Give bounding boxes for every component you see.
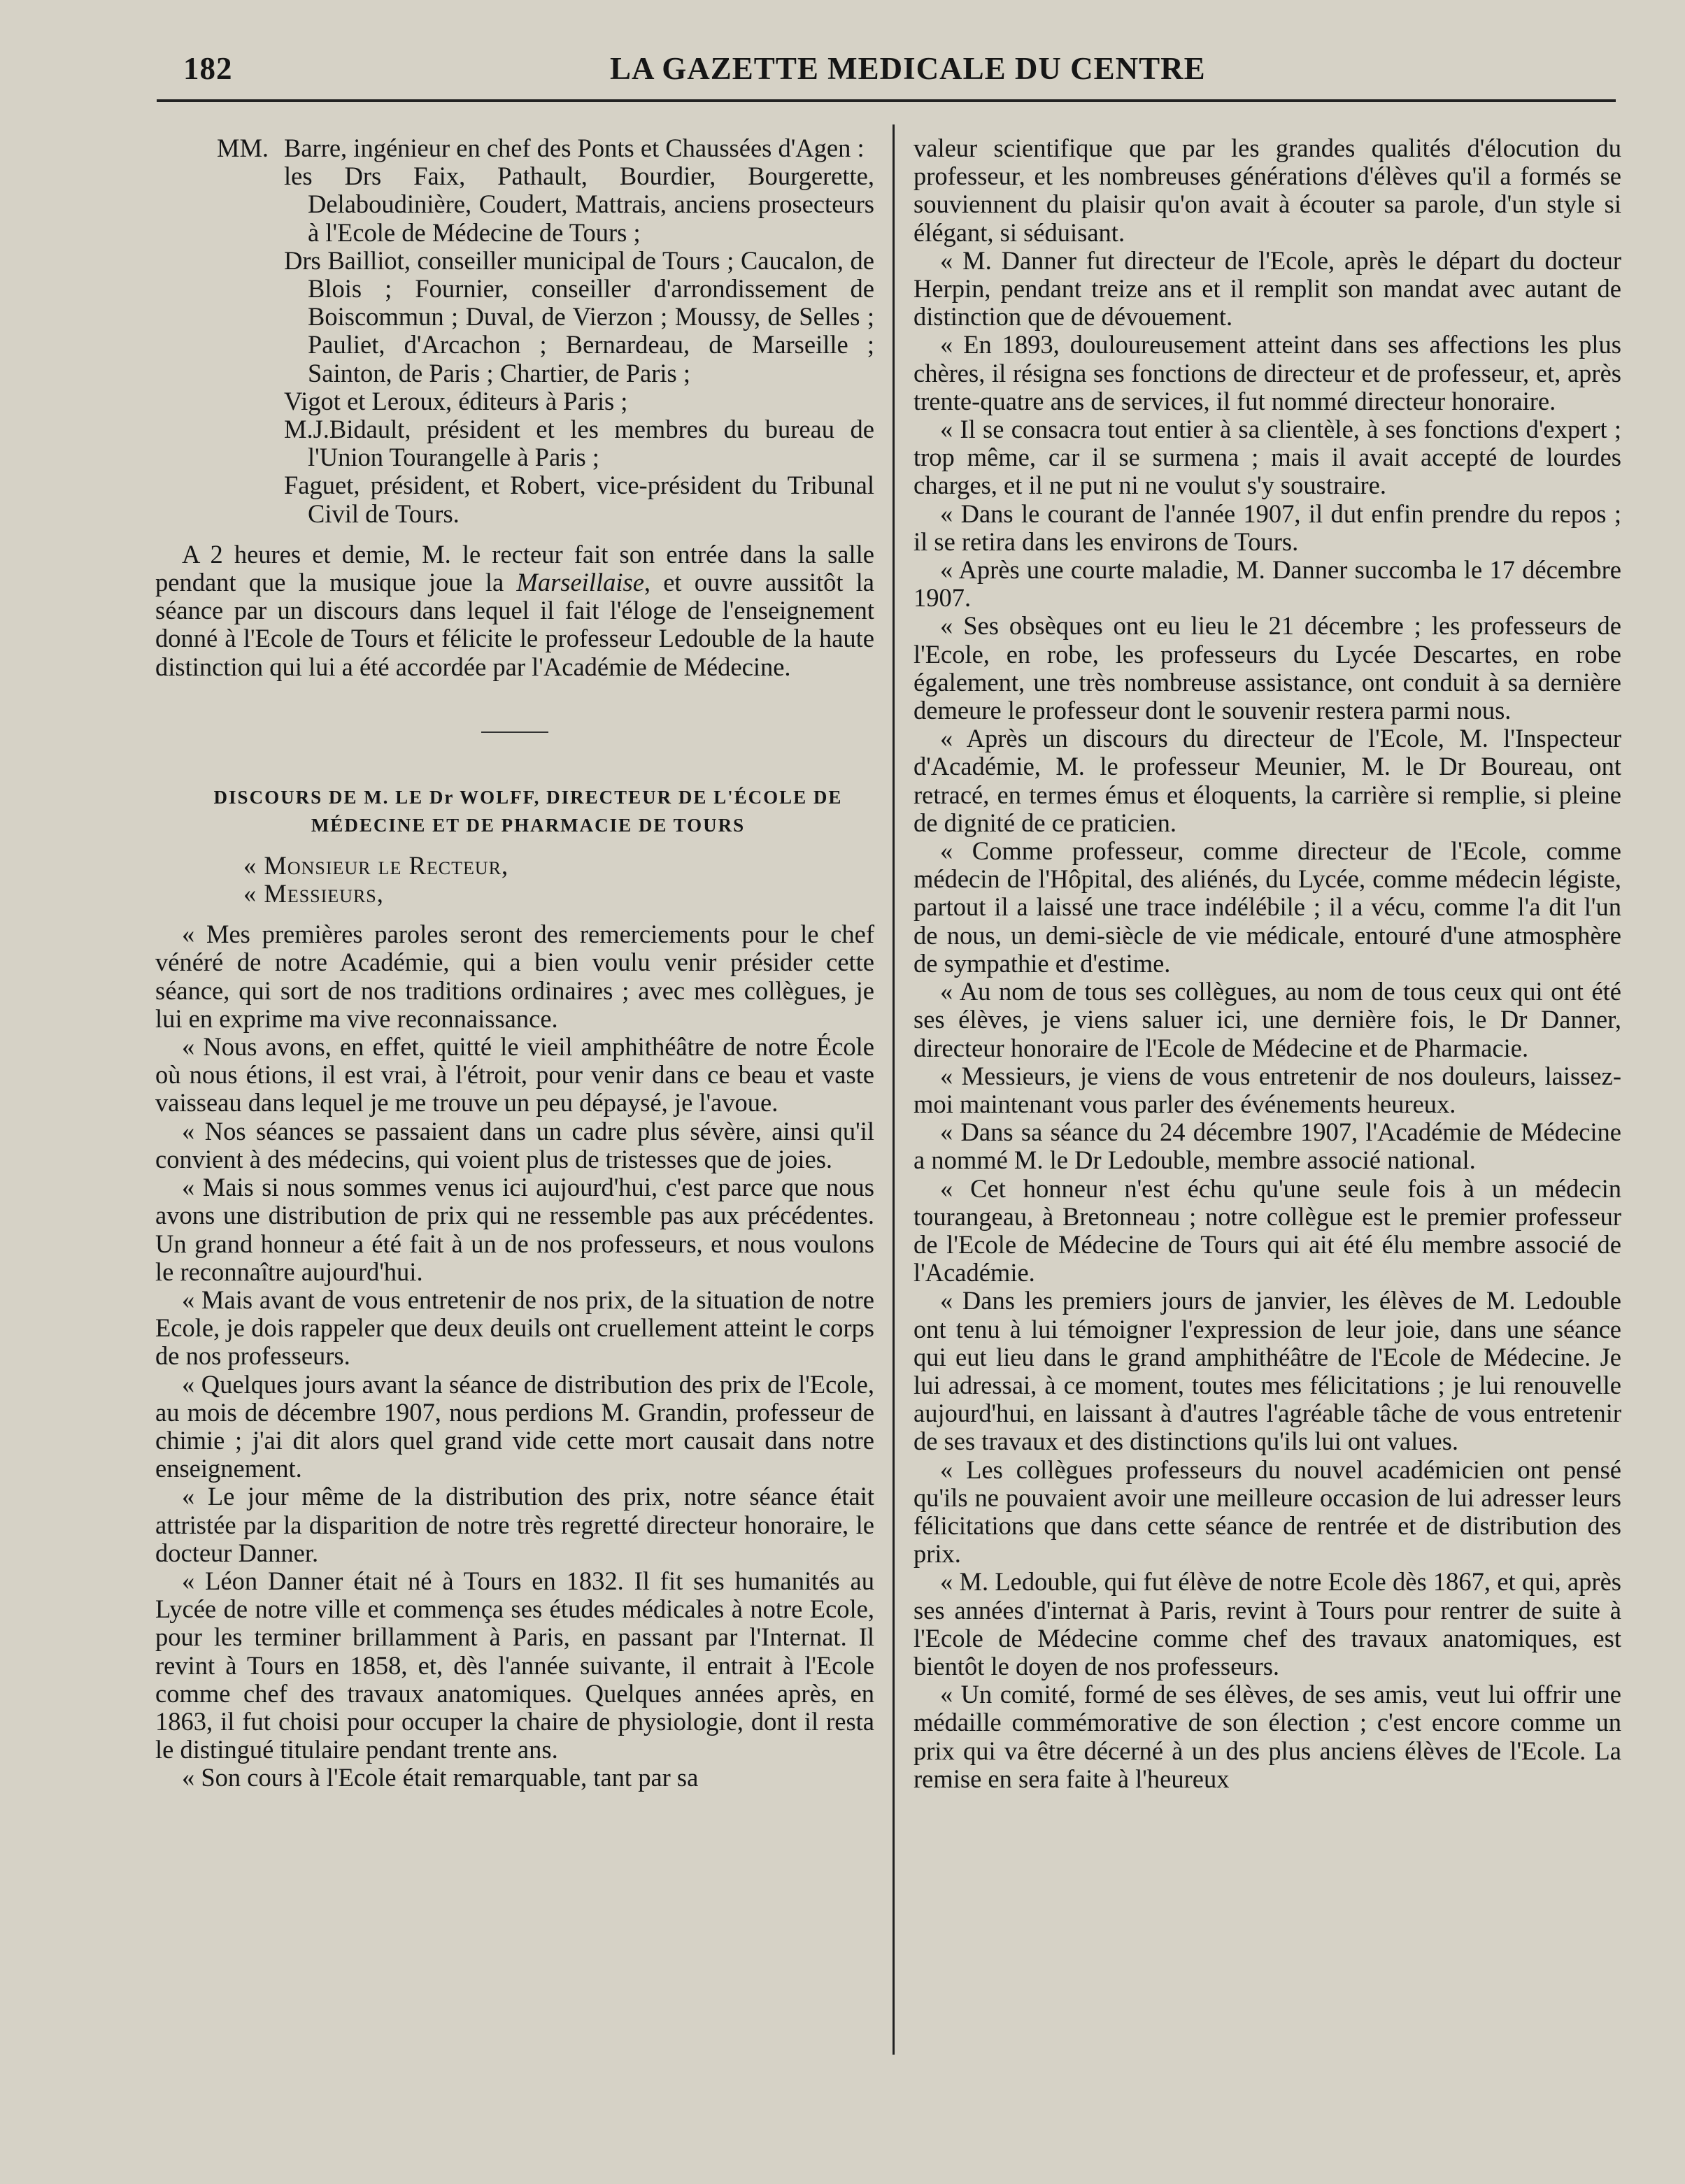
running-title: LA GAZETTE MEDICALE DU CENTRE xyxy=(610,51,1206,86)
attendee-entry: les Drs Faix, Pathault, Bourdier, Bourgerette, Delaboudinière, Coudert, Mattrais, anciens prosecteurs à l'Ecole de Médecine de Tours ; xyxy=(284,162,874,247)
speech-paragraph: « Mais avant de vous entretenir de nos prix, de la situation de notre Ecole, je dois rappeler que deux deuils ont cruellement atteint le corps de nos professeurs. xyxy=(155,1285,874,1371)
speech-paragraph: « Dans les premiers jours de janvier, les élèves de M. Ledouble ont tenu à lui témoigner l'expression de leur joie, dans une séance qui eut lieu dans le grand amphithéâtre de l'Ecole de Médecine. Je lui adressai, à ce moment, toutes mes félicitations ; je lui renouvelle aujourd'hui, en laissant à d'autres l'agréable tâche de vous entretenir de ses travaux et des distinctions qu'ils lui ont values. xyxy=(913,1286,1621,1456)
attendees-label: MM. xyxy=(217,134,269,162)
speech-paragraph: « Nos séances se passaient dans un cadre plus sévère, ainsi qu'il convient à des médecins, qui voient plus de tristesses que de joies. xyxy=(155,1116,874,1173)
arrival-text-end: , et ouvre aussitôt la séance par un discours dans lequel il fait l'éloge de l'enseignement donné à l'Ecole de Tours et félicite le professeur Ledouble de la haute distinction qui lui a été accordée par l'Académie de Médecine. xyxy=(155,568,874,681)
speech-paragraph: « M. Danner fut directeur de l'Ecole, après le départ du docteur Herpin, pendant treize ans et il remplit son mandat avec autant de distinction que de dévouement. xyxy=(913,245,1621,331)
speech-paragraph: « Nous avons, en effet, quitté le vieil amphithéâtre de notre École où nous étions, il est vrai, à l'étroit, pour venir dans ce beau et vaste vaisseau dans lequel je me trouve un peu dépaysé, je l'avoue. xyxy=(155,1032,874,1118)
speech-paragraph: « Au nom de tous ses collègues, au nom de tous ceux qui ont été ses élèves, je viens saluer ici, une dernière fois, le Dr Danner, directeur honoraire de l'Ecole de Médecine et de Pharmacie. xyxy=(913,977,1621,1062)
page-number: 182 xyxy=(183,51,233,86)
attendee-entry: Drs Bailliot, conseiller municipal de Tours ; Caucalon, de Blois ; Fournier, conseiller d'arrondissement de Boiscommun ; Duval, de Vierzon ; Moussy, de Selles ; Pauliet, d'Arcachon ; Bernardeau, de Marseille ; Sainton, de Paris ; Chartier, de Paris ; xyxy=(284,245,874,387)
speech-paragraph: « Un comité, formé de ses élèves, de ses amis, veut lui offrir une médaille commémorative de son élection ; c'est encore comme un prix qui va être décerné à un des plus anciens élèves de l'Ecole. La remise en sera faite à l'heureux xyxy=(913,1680,1621,1793)
speech-paragraph: « Il se consacra tout entier à sa clientèle, à ses fonctions d'expert ; trop même, car il se surmena ; mais il avait accepté de lourdes charges, et il ne put ni ne voulut s'y soustraire. xyxy=(913,415,1621,500)
arrival-paragraph xyxy=(155,541,874,681)
speech-paragraph: « M. Ledouble, qui fut élève de notre Ecole dès 1867, et qui, après ses années d'internat à Paris, revint à Tours pour rentrer de suite à l'Ecole de Médecine comme chef des travaux anatomiques, est bientôt le doyen de nos professeurs. xyxy=(913,1567,1621,1680)
right-column xyxy=(913,134,1621,1793)
header-rule xyxy=(157,99,1616,102)
speech-paragraph: « Son cours à l'Ecole était remarquable, tant par sa xyxy=(182,1763,699,1792)
attendee-entry: Barre, ingénieur en chef des Ponts et Chaussées d'Agen : xyxy=(284,134,865,162)
salutation: « Messieurs, xyxy=(243,879,384,908)
speech-title-line-2: MÉDECINE ET DE PHARMACIE DE TOURS xyxy=(311,814,746,836)
speech-paragraph: « Comme professeur, comme directeur de l'Ecole, comme médecin de l'Hôpital, des aliénés, du Lycée, comme médecin légiste, partout il a laissé une trace indélébile ; il a vécu, comme l'a dit l'un de nous, un demi-siècle de vie médicale, entouré d'une atmosphère de sympathie et d'estime. xyxy=(913,836,1621,978)
attendee-entry: Vigot et Leroux, éditeurs à Paris ; xyxy=(284,386,628,415)
speech-title-line-1: DISCOURS DE M. LE Dr WOLFF, DIRECTEUR DE L'ÉCOLE DE xyxy=(213,786,843,808)
salutation: « Monsieur le Recteur, xyxy=(243,850,509,880)
speech-paragraph: valeur scientifique que par les grandes qualités d'élocution du professeur, et les nombreuses générations d'élèves qu'il a formés se souviennent du plaisir qu'on avait à écouter sa parole, d'un style si élégant, si séduisant. xyxy=(913,134,1621,247)
attendee-entry: M.J.Bidault, président et les membres du bureau de l'Union Tourangelle à Paris ; xyxy=(284,415,874,472)
speech-paragraph: « Les collègues professeurs du nouvel académicien ont pensé qu'ils ne pouvaient avoir une meilleure occasion de lui adresser leurs félicitations que dans cette séance de rentrée et de distribution des prix. xyxy=(913,1455,1621,1569)
page-header xyxy=(183,50,1610,92)
arrival-text-start: A 2 heures et demie, M. le recteur fait son entrée dans la salle pendant que la musique joue la xyxy=(155,539,874,597)
attendees-list xyxy=(155,134,874,528)
speech-paragraph: « Quelques jours avant la séance de distribution des prix de l'Ecole, au mois de décembre 1907, nous perdions M. Grandin, professeur de chimie ; j'ai dit alors quel grand vide cette mort causait dans notre enseignement. xyxy=(155,1369,874,1483)
speech-paragraph: « Mes premières paroles seront des remerciements pour le chef vénéré de notre Académie, qui a bien voulu venir présider cette séance, qui sort de nos traditions ordinaires ; avec mes collègues, je lui en exprime ma vive reconnaissance. xyxy=(155,920,874,1033)
speech-paragraph: « Dans sa séance du 24 décembre 1907, l'Académie de Médecine a nommé M. le Dr Ledouble, membre associé national. xyxy=(913,1118,1621,1175)
speech-paragraph: « Après un discours du directeur de l'Ecole, M. l'Inspecteur d'Académie, M. le professeur Meunier, M. le Dr Boureau, ont retracé, en termes émus et éloquents, la carrière si remplie, si pleine de dignité de ce praticien. xyxy=(913,724,1621,837)
column-divider xyxy=(893,124,895,2055)
speech-paragraph: « Léon Danner était né à Tours en 1832. Il fit ses humanités au Lycée de notre ville et commença ses études médicales à notre Ecole, pour les terminer brillamment à Paris, en passant par l'Internat. Il revint à Tours en 1858, et, dès l'année suivante, il entrait à l'Ecole comme chef des travaux anatomiques. Quelques années après, en 1863, il fut choisi pour occuper la chaire de physiologie, dont il resta le distingué titulaire pendant trente ans. xyxy=(155,1566,874,1764)
speech-paragraph: « Ses obsèques ont eu lieu le 21 décembre ; les professeurs de l'Ecole, en robe, les professeurs du Lycée Descartes, en robe également, une très nombreuse assistance, ont conduit à sa dernière demeure le professeur dont le souvenir restera parmi nous. xyxy=(913,611,1621,725)
arrival-text-anthem: Marseillaise xyxy=(516,568,644,597)
speech-paragraph: « Le jour même de la distribution des prix, notre séance était attristée par la disparition de notre très regretté directeur honoraire, le docteur Danner. xyxy=(155,1482,874,1567)
speech-paragraph: « Dans le courant de l'année 1907, il dut enfin prendre du repos ; il se retira dans les environs de Tours. xyxy=(913,499,1621,556)
attendee-entry: Faguet, président, et Robert, vice-président du Tribunal Civil de Tours. xyxy=(284,471,874,528)
speech-paragraph: « Messieurs, je viens de vous entretenir de nos douleurs, laissez-moi maintenant vous parler des événements heureux. xyxy=(913,1061,1621,1118)
left-column xyxy=(155,134,874,1792)
speech-paragraph: « Cet honneur n'est échu qu'une seule fois à un médecin tourangeau, à Bretonneau ; notre collègue est le premier professeur de l'Ecole de Médecine de Tours qui ait été élu membre associé de l'Académie. xyxy=(913,1173,1621,1287)
speech-paragraph: « Mais si nous sommes venus ici aujourd'hui, c'est parce que nous avons une distribution de prix qui ne ressemble pas aux précédentes. Un grand honneur a été fait à un de nos professeurs, et nous voulons le reconnaître aujourd'hui. xyxy=(155,1173,874,1286)
speech-paragraph: « En 1893, douloureusement atteint dans ses affections les plus chères, il résigna ses fonctions de directeur et de professeur, et, après trente-quatre ans de services, il fut nommé directeur honoraire. xyxy=(913,330,1621,415)
speech-paragraph: « Après une courte maladie, M. Danner succomba le 17 décembre 1907. xyxy=(913,555,1621,613)
